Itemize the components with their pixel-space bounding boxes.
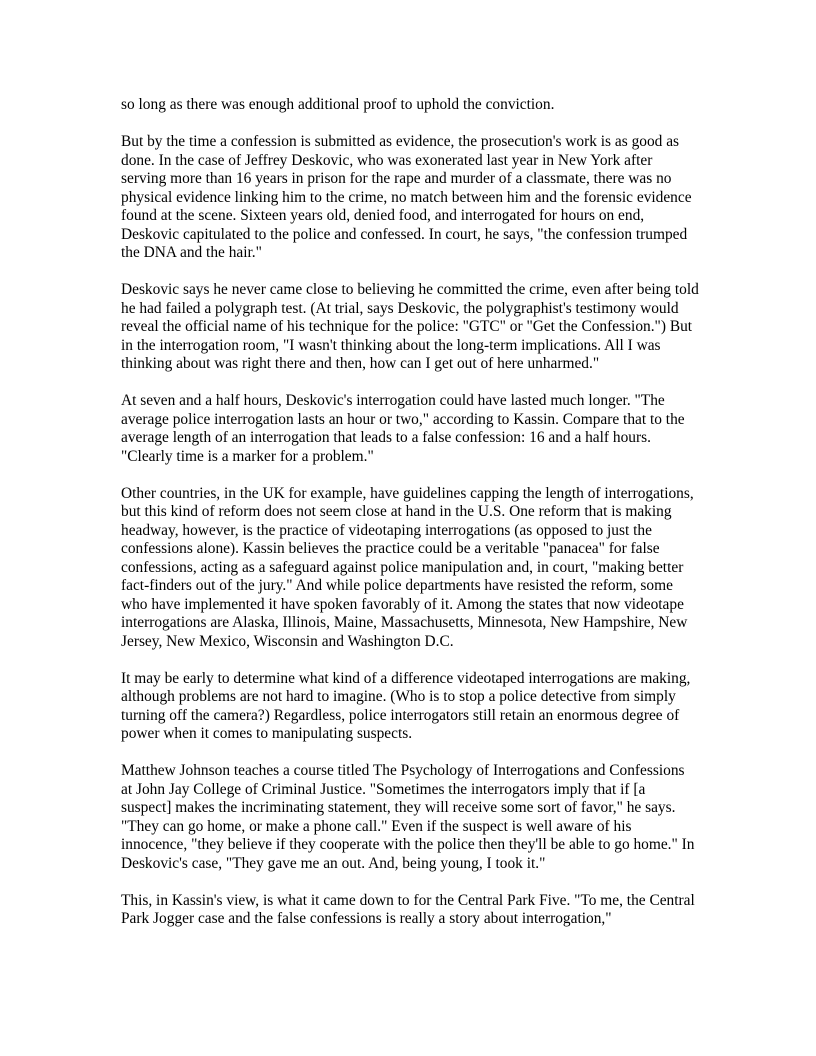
paragraph-5: Other countries, in the UK for example, have guidelines capping the length of interrogations, but this kind of reform does not seem close at hand in the U.S. One reform that is making headway, however, is the practice of videotaping interrogations (as opposed to just the confessions alone). Kassin believes the practice could be a veritable "panacea" for false confessions, acting as a safeguard against police manipulation and, in court, "making better fact-finders out of the jury." And while police departments have resisted the reform, some who have implemented it have spoken favorably of it. Among the states that now videotape interrogations are Alaska, Illinois, Maine, Massachusetts, Minnesota, New Hampshire, New Jersey, New Mexico, Wisconsin and Washington D.C. — [121, 484, 694, 650]
document-page — [121, 96, 699, 947]
paragraph-7: Matthew Johnson teaches a course titled The Psychology of Interrogations and Confessions at John Jay College of Criminal Justice. "Sometimes the interrogators imply that if [a suspect] makes the incriminating statement, they will receive some sort of favor," he says. "They can go home, or make a phone call." Even if the suspect is well aware of his innocence, "they believe if they cooperate with the police then they'll be able to go home." In Deskovic's case, "They gave me an out. And, being young, I took it." — [121, 762, 695, 872]
paragraph-1: so long as there was enough additional proof to uphold the conviction. — [121, 96, 555, 113]
paragraph-8: This, in Kassin's view, is what it came down to for the Central Park Five. "To me, the Central Park Jogger case and the false confessions is really a story about interrogation," — [121, 891, 695, 927]
paragraph-3: Deskovic says he never came close to believing he committed the crime, even after being told he had failed a polygraph test. (At trial, says Deskovic, the polygraphist's testimony would reveal the official name of his technique for the police: "GTC" or "Get the Confession.") But in the interrogation room, "I wasn't thinking about the long-term implications. All I was thinking about was right there and then, how can I get out of here unharmed." — [121, 281, 699, 372]
paragraph-2: But by the time a confession is submitted as evidence, the prosecution's work is as good as done. In the case of Jeffrey Deskovic, who was exonerated last year in New York after serving more than 16 years in prison for the rape and murder of a classmate, there was no physical evidence linking him to the crime, no match between him and the forensic evidence found at the scene. Sixteen years old, denied food, and interrogated for hours on end, Deskovic capitulated to the police and confessed. In court, he says, "the confession trumped the DNA and the hair." — [121, 133, 692, 261]
paragraph-4: At seven and a half hours, Deskovic's interrogation could have lasted much longer. "The average police interrogation lasts an hour or two," according to Kassin. Compare that to the average length of an interrogation that leads to a false confession: 16 and a half hours. "Clearly time is a marker for a problem." — [121, 392, 685, 465]
paragraph-6: It may be early to determine what kind of a difference videotaped interrogations are making, although problems are not hard to imagine. (Who is to stop a police detective from simply turning off the camera?) Regardless, police interrogators still retain an enormous degree of power when it comes to manipulating suspects. — [121, 669, 691, 742]
